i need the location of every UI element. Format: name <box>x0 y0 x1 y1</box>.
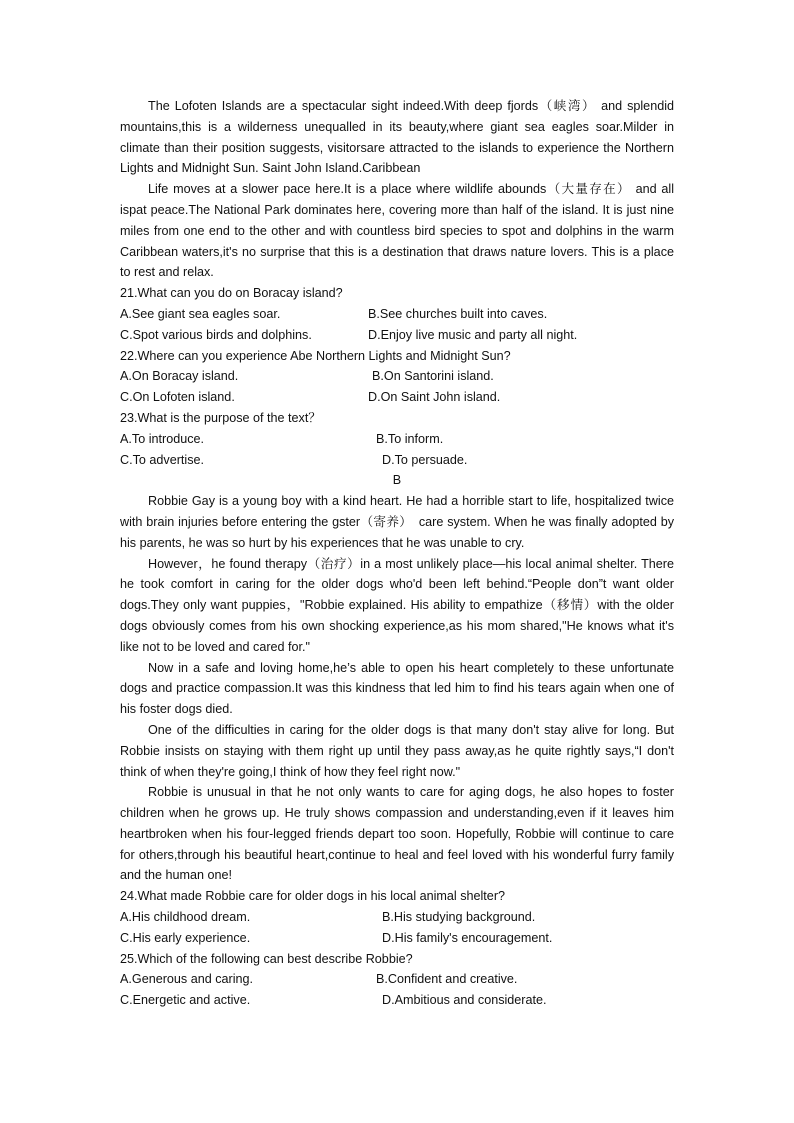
question-23-stem: 23.What is the purpose of the text？ <box>120 410 321 425</box>
option-24a: A.His childhood dream. <box>120 910 251 925</box>
option-21a: A.See giant sea eagles soar. <box>120 306 281 321</box>
passage-b-paragraph-4: One of the difficulties in caring for the older dogs is that many don't stay alive for long. But Robbie insists on staying with them right up until they pass away,as he quite rightly says,“I don't think of when they're going,I think of how they feel right now." <box>120 722 674 779</box>
question-21-options-row-2 <box>120 325 674 346</box>
question-22-stem: 22.Where can you experience Abe Northern Lights and Midnight Sun? <box>120 348 511 363</box>
option-25d: D.Ambitious and considerate. <box>382 993 547 1008</box>
option-22d: D.On Saint John island. <box>368 390 501 405</box>
question-22-options-row-1 <box>120 366 674 387</box>
option-22b: B.On Santorini island. <box>372 369 494 384</box>
document-page <box>120 96 674 1011</box>
question-23-options-row-1 <box>120 429 674 450</box>
option-23c: C.To advertise. <box>120 452 204 467</box>
option-22c: C.On Lofoten island. <box>120 390 235 405</box>
question-23-options-row-2 <box>120 450 674 471</box>
passage-b-paragraph-5: Robbie is unusual in that he not only wants to care for aging dogs, he also hopes to foster children when he grows up. He truly shows compassion and understanding,even if it leaves him heartbroken when his four-legged friends depart too soon. Hopefully, Robbie will continue to care for others,through his beautiful heart,continue to heal and feel loved with his wonderful furry family and the human one! <box>120 785 674 883</box>
option-25b: B.Confident and creative. <box>376 972 518 987</box>
section-b-label: B <box>392 473 402 488</box>
option-23d: D.To persuade. <box>382 452 468 467</box>
option-22a: A.On Boracay island. <box>120 369 239 384</box>
question-24-options-row-1 <box>120 907 674 928</box>
passage-a-paragraph-2: Life moves at a slower pace here.It is a place where wildlife abounds（大量存在） and all ispat peace.The National Park dominates here, covering more than half of the island. It is just nine miles from one end to the other and with countless bird species to spot and dolphins in the warm Caribbean waters,it's no surprise that this is a destination that draws nature lovers. This is a place to rest and relax. <box>120 182 674 280</box>
option-24d: D.His family's encouragement. <box>382 930 553 945</box>
question-24-options-row-2 <box>120 928 674 949</box>
option-21d: D.Enjoy live music and party all night. <box>368 327 578 342</box>
question-22-options-row-2 <box>120 387 674 408</box>
question-24-stem: 24.What made Robbie care for older dogs in his local animal shelter? <box>120 889 506 904</box>
option-24b: B.His studying background. <box>382 910 536 925</box>
question-21-stem: 21.What can you do on Boracay island? <box>120 286 343 301</box>
option-24c: C.His early experience. <box>120 930 251 945</box>
question-21-options-row-1 <box>120 304 674 325</box>
question-25-stem: 25.Which of the following can best describe Robbie? <box>120 951 413 966</box>
option-25c: C.Energetic and active. <box>120 993 251 1008</box>
question-25-options-row-1 <box>120 969 674 990</box>
option-25a: A.Generous and caring. <box>120 972 254 987</box>
option-21c: C.Spot various birds and dolphins. <box>120 327 312 342</box>
passage-a-paragraph-1: The Lofoten Islands are a spectacular sight indeed.With deep fjords（峡湾） and splendid mountains,this is a wilderness unequalled in its beauty,where giant sea eagles soar.Milder in climate than their position suggests, visitorsare attracted to the islands to experience the Northern Lights and Midnight Sun. Saint John Island.Caribbean <box>120 99 674 176</box>
passage-b-paragraph-3: Now in a safe and loving home,he’s able to open his heart completely to these unfortunate dogs and practice compassion.It was this kindness that led him to find his tears again when one of his foster dogs died. <box>120 660 674 717</box>
passage-b-paragraph-1: Robbie Gay is a young boy with a kind heart. He had a horrible start to life, hospitalized twice with brain injuries before entering the gster（寄养） care system. When he was finally adopted by his parents, he was so hurt by his experiences that he was unable to cry. <box>120 494 674 550</box>
question-25-options-row-2 <box>120 990 674 1011</box>
option-23a: A.To introduce. <box>120 431 205 446</box>
option-21b: B.See churches built into caves. <box>368 306 548 321</box>
option-23b: B.To inform. <box>376 431 444 446</box>
passage-b-paragraph-2: However，he found therapy（治疗）in a most unlikely place—his local animal shelter. There he took comfort in caring for the older dogs who'd been left behind.“People don”t want older dogs.They only want puppies，"Robbie explained. His ability to empathize（移情）with the older dogs obviously comes from his own shocking experience,as his mom shared,"He knows what it's like not to be loved and cared for." <box>120 556 674 654</box>
